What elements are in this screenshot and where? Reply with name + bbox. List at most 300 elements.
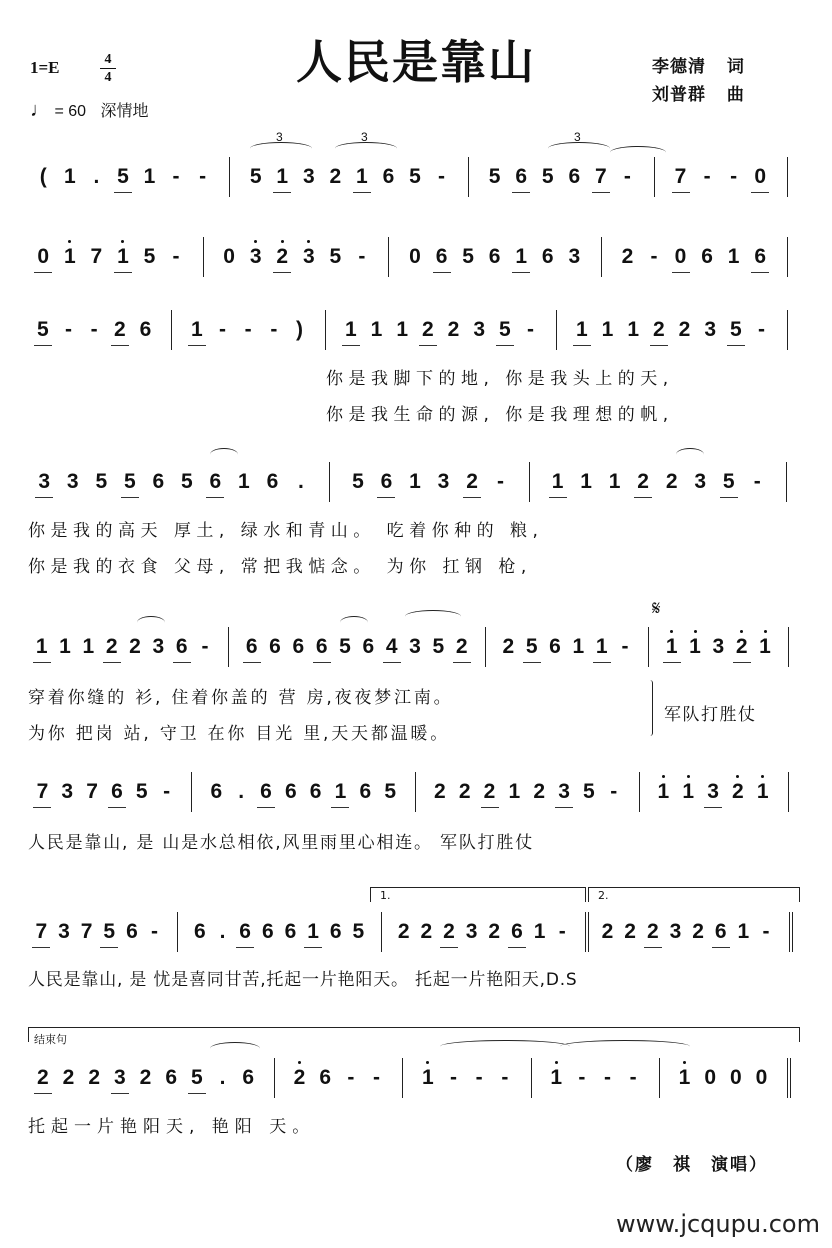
- lyrics-line4-verse2: 你是我的衣食 父母, 常把我惦念。 为你 扛钢 枪,: [28, 557, 532, 577]
- notation-mark: -: [753, 470, 761, 493]
- lyrics-line5-refrain: 军队打胜仗: [664, 705, 757, 725]
- note: 5: [409, 165, 421, 188]
- beam-underline: [111, 1093, 129, 1094]
- slur: [560, 1040, 690, 1053]
- octave-dot-above: [68, 240, 71, 243]
- beam-underline: [34, 345, 52, 346]
- note: 5: [541, 165, 554, 188]
- note: 5: [36, 318, 49, 341]
- beam-underline: [273, 272, 291, 273]
- note: 2: [36, 1066, 49, 1089]
- note: 3: [712, 635, 725, 658]
- score-line1: [0, 165, 832, 205]
- notation-mark: -: [629, 1066, 637, 1089]
- volta-bracket-2: [588, 887, 800, 902]
- note: 2: [88, 1066, 100, 1089]
- note: 0: [729, 1066, 742, 1089]
- beam-underline: [173, 662, 191, 663]
- note: 6: [359, 780, 372, 803]
- ending-bracket: [28, 1027, 800, 1042]
- note: 2: [62, 1066, 75, 1089]
- note: 1: [63, 245, 76, 268]
- note: 2: [665, 470, 678, 493]
- note: 6: [488, 245, 501, 268]
- time-signature: [100, 52, 116, 85]
- volta-bracket-1: [370, 887, 586, 902]
- barline: [531, 1058, 532, 1098]
- barline: [529, 462, 530, 502]
- key-signature: 1=E: [30, 58, 60, 77]
- notation-mark: -: [730, 165, 738, 188]
- note: 7: [36, 780, 49, 803]
- barline: [388, 237, 389, 277]
- note: 7: [86, 780, 98, 803]
- beam-underline: [751, 272, 769, 273]
- beam-underline: [273, 192, 291, 193]
- note: 6: [382, 165, 395, 188]
- note: 2: [105, 635, 118, 658]
- beam-underline: [114, 192, 132, 193]
- note: 5: [352, 470, 364, 493]
- note: 1: [580, 470, 592, 493]
- barline: [468, 157, 469, 197]
- note: 5: [117, 165, 129, 188]
- note: 0: [223, 245, 235, 268]
- note: 1: [657, 780, 670, 803]
- note: 1: [756, 780, 769, 803]
- beam-underline: [353, 192, 371, 193]
- note: 0: [37, 245, 50, 268]
- note: 5: [462, 245, 474, 268]
- slur: [210, 1042, 260, 1055]
- octave-dot-above: [764, 630, 767, 633]
- lyrics-line6: 人民是靠山, 是 山是水总相依,风里雨里心相连。 军队打胜仗: [28, 833, 535, 853]
- note: 6: [152, 470, 165, 493]
- notation-mark: -: [703, 165, 711, 188]
- note: 2: [466, 470, 478, 493]
- note: 6: [568, 165, 581, 188]
- tempo-marking: [30, 98, 149, 122]
- note: 2: [646, 920, 659, 943]
- notation-mark: -: [172, 165, 180, 188]
- note: 1: [421, 1066, 434, 1089]
- note: 1: [63, 165, 76, 188]
- notation-mark: -: [373, 1066, 380, 1089]
- note: 5: [352, 920, 365, 943]
- score-line2: [0, 245, 832, 285]
- lyricist-credit: [652, 52, 745, 77]
- note: 6: [549, 635, 561, 658]
- barline: [191, 772, 192, 812]
- note: 6: [511, 920, 523, 943]
- note: 1: [737, 920, 750, 943]
- notation-mark: -: [621, 635, 629, 658]
- note: 5: [498, 318, 511, 341]
- barline: [659, 1058, 660, 1098]
- notation-mark: -: [438, 165, 446, 188]
- barline: [787, 157, 788, 197]
- note: 5: [103, 920, 116, 943]
- beam-underline: [555, 807, 573, 808]
- beam-underline: [111, 345, 129, 346]
- note: 1: [727, 245, 740, 268]
- note: 2: [129, 635, 141, 658]
- note: 1: [551, 470, 564, 493]
- beam-underline: [720, 497, 738, 498]
- note: 5: [249, 165, 262, 188]
- note: 6: [754, 245, 767, 268]
- notation-mark: -: [650, 245, 658, 268]
- note: 5: [384, 780, 396, 803]
- triplet-number: 3: [361, 130, 368, 144]
- note: 3: [302, 165, 315, 188]
- composer-credit: [652, 80, 745, 105]
- octave-dot-above: [740, 630, 743, 633]
- beam-underline: [377, 497, 395, 498]
- octave-dot-above: [694, 630, 697, 633]
- octave-dot-above: [426, 1061, 429, 1064]
- note: 2: [601, 920, 614, 943]
- beam-underline: [592, 192, 610, 193]
- note: 1: [82, 635, 95, 658]
- octave-dot-above: [736, 775, 739, 778]
- beam-underline: [453, 662, 471, 663]
- segno-icon: 𝄋: [652, 596, 661, 620]
- note: 5: [722, 470, 735, 493]
- note: 3: [704, 318, 716, 341]
- note: 2: [483, 780, 496, 803]
- note: 1: [627, 318, 639, 341]
- notation-mark: -: [623, 165, 631, 188]
- volta-label-2: 2.: [598, 889, 609, 902]
- barline: [786, 462, 787, 502]
- note: 2: [443, 920, 455, 943]
- slur: [405, 610, 461, 623]
- slur: [440, 1040, 570, 1053]
- beam-underline: [751, 192, 769, 193]
- notation-mark: (: [39, 165, 47, 188]
- octave-dot-above: [281, 240, 284, 243]
- beam-underline: [188, 1093, 206, 1094]
- barline: [601, 237, 602, 277]
- barline: [788, 772, 789, 812]
- note: 1: [550, 1066, 562, 1089]
- note: 2: [113, 318, 126, 341]
- slur: [676, 448, 704, 461]
- note: 6: [329, 920, 342, 943]
- lyricist-name: 李德清: [652, 57, 706, 77]
- beam-underline: [236, 947, 254, 948]
- notation-mark: -: [475, 1066, 483, 1089]
- note: 3: [113, 1066, 126, 1089]
- note: 1: [238, 470, 250, 493]
- note: 3: [58, 920, 70, 943]
- note: 6: [266, 470, 279, 493]
- notation-mark: -: [527, 318, 534, 341]
- beam-underline: [496, 345, 514, 346]
- expression-mark: 深情地: [100, 103, 149, 120]
- note: 0: [754, 165, 767, 188]
- barline: [228, 627, 229, 667]
- beam-underline: [342, 345, 360, 346]
- time-signature-bottom: 4: [104, 70, 112, 85]
- beam-underline: [313, 662, 331, 663]
- score-line5: [0, 635, 832, 675]
- barline: [177, 912, 178, 952]
- beam-underline: [650, 345, 668, 346]
- note: 1: [515, 245, 528, 268]
- note: 2: [692, 920, 704, 943]
- note: 6: [380, 470, 393, 493]
- note: 6: [292, 635, 305, 658]
- song-title: 人民是靠山: [296, 35, 536, 89]
- beam-underline: [188, 345, 206, 346]
- octave-dot-above: [298, 1061, 301, 1064]
- note: 1: [601, 318, 614, 341]
- note: 6: [284, 780, 297, 803]
- note: 2: [624, 920, 636, 943]
- octave-dot-above: [662, 775, 665, 778]
- beam-underline: [440, 947, 458, 948]
- ending-label: 结束句: [34, 1033, 67, 1046]
- note: 2: [447, 318, 460, 341]
- note: 1: [533, 920, 546, 943]
- note: 1: [575, 318, 588, 341]
- note: 2: [139, 1066, 152, 1089]
- octave-dot-above: [683, 1061, 686, 1064]
- note: 2: [488, 920, 501, 943]
- note: 6: [714, 920, 727, 943]
- score-line4: [0, 470, 832, 510]
- beam-underline: [33, 662, 51, 663]
- notation-mark: .: [219, 920, 226, 943]
- notation-mark: -: [450, 1066, 457, 1089]
- notation-mark: -: [347, 1066, 355, 1089]
- note: 2: [455, 635, 468, 658]
- note: 1: [35, 635, 48, 658]
- notation-mark: .: [219, 1066, 226, 1089]
- note: 7: [35, 920, 48, 943]
- note: 5: [135, 780, 148, 803]
- note: 5: [488, 165, 501, 188]
- note: 5: [95, 470, 108, 493]
- beam-underline: [593, 662, 611, 663]
- lyricist-role: 词: [726, 57, 745, 77]
- score-line6: [0, 780, 832, 820]
- note: 6: [210, 780, 223, 803]
- barline: [485, 627, 486, 667]
- note: 2: [276, 245, 289, 268]
- note: 2: [735, 635, 748, 658]
- note: 2: [458, 780, 471, 803]
- note: 2: [420, 920, 433, 943]
- note: 6: [269, 635, 281, 658]
- note: 6: [435, 245, 448, 268]
- beam-underline: [573, 345, 591, 346]
- notation-mark: -: [558, 920, 566, 943]
- notation-mark: -: [151, 920, 159, 943]
- octave-dot-above: [254, 240, 257, 243]
- notation-mark: -: [244, 318, 252, 341]
- slur: [340, 616, 368, 629]
- note: 1: [59, 635, 71, 658]
- note: 3: [38, 470, 51, 493]
- note: 1: [356, 165, 368, 188]
- note: 6: [242, 1066, 254, 1089]
- notation-mark: -: [497, 470, 505, 493]
- octave-dot-above: [670, 630, 673, 633]
- slur: [610, 146, 666, 159]
- double-barline: [789, 912, 793, 952]
- verse-brace: [650, 680, 653, 736]
- barline: [654, 157, 655, 197]
- note: 2: [732, 780, 744, 803]
- notation-mark: -: [201, 635, 209, 658]
- barline: [381, 912, 382, 952]
- triplet-number: 3: [574, 130, 581, 144]
- barline: [402, 1058, 403, 1098]
- score-line8: [0, 1066, 832, 1106]
- beam-underline: [32, 947, 50, 948]
- barline: [171, 310, 172, 350]
- barline: [787, 310, 788, 350]
- note: 2: [533, 780, 546, 803]
- beam-underline: [206, 497, 224, 498]
- barline: [556, 310, 557, 350]
- note: 2: [433, 780, 446, 803]
- barline: [788, 627, 789, 667]
- note: 1: [759, 635, 771, 658]
- lyrics-line5-verse1: 穿着你缝的 衫, 住着你盖的 营 房,夜夜梦江南。: [28, 688, 454, 708]
- note: 3: [707, 780, 719, 803]
- note: 6: [126, 920, 138, 943]
- note: 0: [755, 1066, 768, 1089]
- beam-underline: [34, 272, 52, 273]
- notation-mark: -: [199, 165, 207, 188]
- note: 1: [689, 635, 701, 658]
- note: 2: [621, 245, 634, 268]
- note: 6: [362, 635, 375, 658]
- notation-mark: -: [270, 318, 278, 341]
- beam-underline: [727, 345, 745, 346]
- note: 6: [209, 470, 222, 493]
- note: 6: [701, 245, 713, 268]
- note: 1: [307, 920, 319, 943]
- note: 1: [409, 470, 421, 493]
- note: 7: [80, 920, 93, 943]
- double-barline: [585, 912, 589, 952]
- octave-dot-above: [555, 1061, 558, 1064]
- note: 0: [409, 245, 421, 268]
- beam-underline: [331, 807, 349, 808]
- barline: [325, 310, 326, 350]
- note: 3: [465, 920, 478, 943]
- barline: [648, 627, 649, 667]
- note: 1: [508, 780, 521, 803]
- note: 6: [194, 920, 206, 943]
- score-line3: [0, 318, 832, 358]
- beam-underline: [103, 662, 121, 663]
- beam-underline: [663, 662, 681, 663]
- note: 1: [276, 165, 289, 188]
- note: 1: [117, 245, 129, 268]
- note: 6: [541, 245, 554, 268]
- octave-dot-above: [121, 240, 124, 243]
- beam-underline: [549, 497, 567, 498]
- note: 6: [175, 635, 188, 658]
- triplet-number: 3: [276, 130, 283, 144]
- note: 3: [558, 780, 570, 803]
- beam-underline: [733, 662, 751, 663]
- note: 2: [652, 318, 665, 341]
- note: 6: [284, 920, 297, 943]
- note: 7: [674, 165, 687, 188]
- note: 3: [694, 470, 707, 493]
- barline: [329, 462, 330, 502]
- barline: [787, 237, 788, 277]
- octave-dot-above: [687, 775, 690, 778]
- barline: [274, 1058, 275, 1098]
- composer-role: 曲: [726, 85, 745, 105]
- note: 1: [595, 635, 608, 658]
- note: 5: [123, 470, 136, 493]
- slur: [137, 616, 165, 629]
- score-line7: [0, 920, 832, 960]
- note: 6: [165, 1066, 177, 1089]
- beam-underline: [114, 272, 132, 273]
- note: 1: [396, 318, 408, 341]
- notation-mark: -: [219, 318, 226, 341]
- note: 1: [682, 780, 695, 803]
- beam-underline: [257, 807, 275, 808]
- note: 5: [525, 635, 538, 658]
- beam-underline: [304, 947, 322, 948]
- note: 1: [678, 1066, 691, 1089]
- lyrics-line3-verse1: 你是我脚下的地, 你是我头上的天,: [326, 369, 674, 389]
- note: 7: [90, 245, 103, 268]
- note: 2: [502, 635, 515, 658]
- volta-label-1: 1.: [380, 889, 391, 902]
- notation-mark: -: [172, 245, 180, 268]
- time-signature-top: 4: [104, 52, 112, 67]
- note: 3: [409, 635, 421, 658]
- note: 3: [473, 318, 485, 341]
- lyrics-line7: 人民是靠山, 是 忧是喜同甘苦,托起一片艳阳天。 托起一片艳阳天,D.S: [28, 970, 578, 990]
- notation-mark: .: [93, 165, 100, 188]
- note: 5: [339, 635, 351, 658]
- barline: [415, 772, 416, 812]
- note: 2: [397, 920, 410, 943]
- beam-underline: [33, 807, 51, 808]
- notation-mark: .: [238, 780, 245, 803]
- notation-mark: -: [358, 245, 366, 268]
- beam-underline: [634, 497, 652, 498]
- notation-mark: .: [298, 470, 304, 493]
- notation-mark: -: [610, 780, 618, 803]
- note: 7: [595, 165, 607, 188]
- notation-mark: -: [163, 780, 171, 803]
- note: 6: [261, 920, 274, 943]
- note: 6: [239, 920, 251, 943]
- note: 6: [245, 635, 258, 658]
- note: 5: [329, 245, 342, 268]
- octave-dot-above: [761, 775, 764, 778]
- note: 5: [432, 635, 445, 658]
- note: 1: [370, 318, 383, 341]
- beam-underline: [121, 497, 139, 498]
- beam-underline: [35, 497, 53, 498]
- beam-underline: [672, 272, 690, 273]
